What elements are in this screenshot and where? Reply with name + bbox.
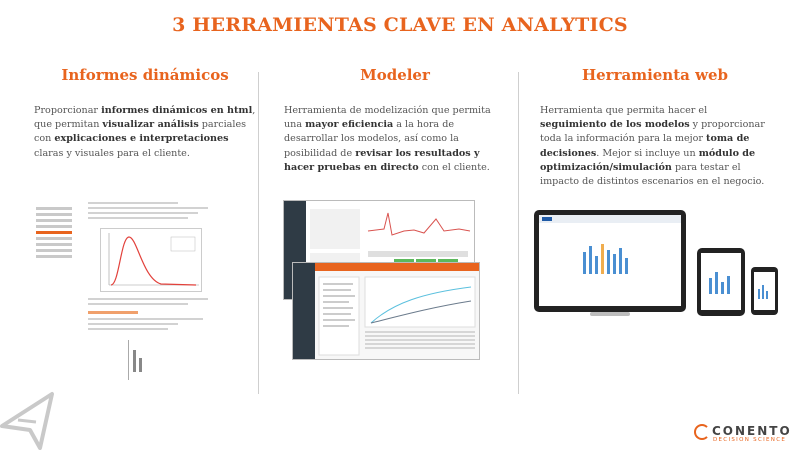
report-toc <box>36 204 78 261</box>
report-screenshot <box>36 198 218 380</box>
body-text: con el cliente. <box>418 161 490 173</box>
column-heading: Herramienta web <box>581 66 729 84</box>
body-text: Proporcionar <box>34 105 102 116</box>
emphasis-text: revisar los resultados y hacer pruebas en directo <box>284 147 480 173</box>
body-text: claras y visuales para el cliente. <box>34 147 190 159</box>
density-curve-icon <box>101 229 201 291</box>
report-chart-2 <box>128 340 193 380</box>
column-text <box>540 104 770 189</box>
column-herramienta-web <box>540 66 770 189</box>
phone-icon <box>751 267 778 315</box>
emphasis-text: toma de decisiones <box>540 133 750 159</box>
column-divider <box>258 72 259 394</box>
body-text: Herramienta que permita hacer el <box>540 105 708 116</box>
column-informes <box>34 66 256 161</box>
body-text: y proporcionar toda la información para la mejor <box>540 119 765 145</box>
emphasis-text: mayor eficiencia <box>305 119 394 131</box>
body-text: parciales con <box>34 119 247 145</box>
monitor-stand <box>590 312 630 316</box>
conento-logo-icon <box>694 424 710 440</box>
report-chart <box>100 228 202 292</box>
decorative-arrow-icon <box>0 390 70 450</box>
slide-title: 3 HERRAMIENTAS CLAVE EN ANALYTICS <box>172 14 628 36</box>
tablet-icon <box>697 248 745 316</box>
emphasis-text: visualizar análisis <box>102 119 199 131</box>
emphasis-text: seguimiento de los modelos <box>540 119 690 131</box>
modeler-screenshot-front <box>292 262 480 360</box>
column-text <box>34 104 256 161</box>
column-heading: Modeler <box>360 66 430 84</box>
column-heading: Informes dinámicos <box>61 66 229 84</box>
emphasis-text: explicaciones e interpretaciones <box>54 133 229 145</box>
logo-tagline: DECISION SCIENCE <box>713 437 787 443</box>
logo-name: CONENTO <box>712 424 792 438</box>
column-modeler <box>284 66 506 175</box>
emphasis-text: módulo de optimización/simulación <box>540 147 756 173</box>
desktop-monitor-icon <box>534 210 686 312</box>
column-text <box>284 104 506 175</box>
body-text: , que permitan <box>34 105 256 131</box>
body-text: Herramienta de modelización que permita una <box>284 105 491 131</box>
emphasis-text: informes dinámicos en html <box>101 105 253 116</box>
column-divider <box>518 72 519 394</box>
body-text: a la hora de desarrollar los modelos, así como la posibilidad de <box>284 119 459 159</box>
body-text: para testar el impacto de distintos escenarios en el negocio. <box>540 161 765 188</box>
body-text: . Mejor si incluye un <box>596 147 699 159</box>
